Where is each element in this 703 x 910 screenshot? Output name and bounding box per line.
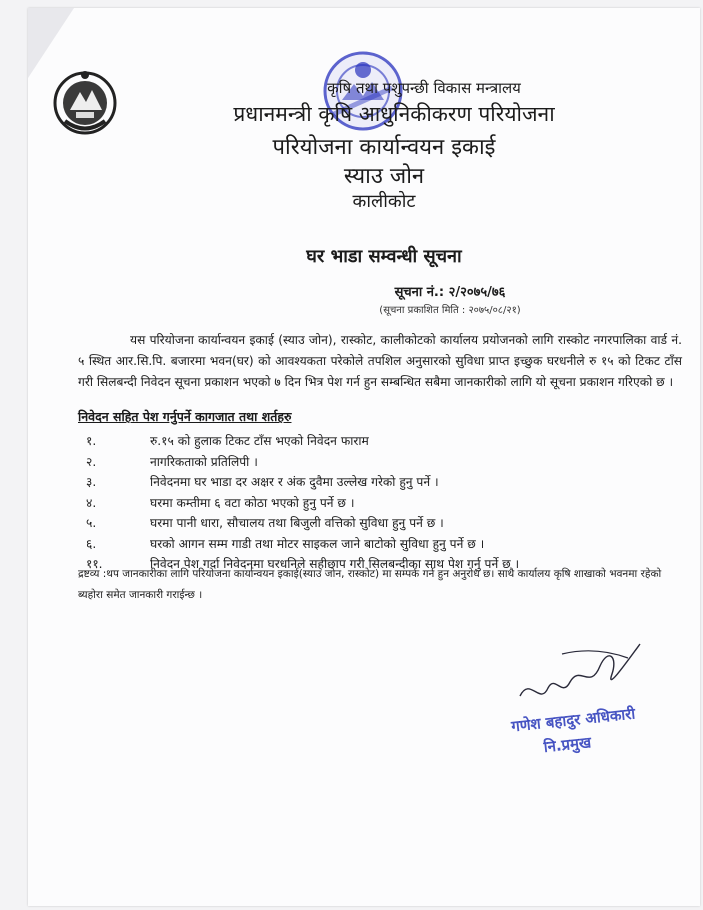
zone-name: स्याउ जोन <box>343 164 425 189</box>
item-number: ३. <box>86 475 97 489</box>
notice-title: घर भाडा सम्वन्धी सूचना <box>306 246 462 267</box>
unit-name: परियोजना कार्यान्वयन इकाई <box>272 135 496 160</box>
item-text: निवेदन पेश गर्दा निवेदनमा घरधनिले सहीछाप गरी सिलबन्दीका साथ पेश गर्नु पर्ने छ । <box>150 557 520 571</box>
item-number: २. <box>86 454 97 469</box>
notice-page <box>28 8 700 906</box>
item-number: १. <box>86 434 97 448</box>
project-name: प्रधानमन्त्री कृषि आधुनिकीकरण परियोजना <box>233 102 555 126</box>
note-text: द्रष्टव्य :थप जानकारीका लागि परियोजना कार्यान्वयन इकाई(स्याउ जोन, रास्कोट) मा सम्पर्क गर्न हुन अनुरोध छ। साथै कार्यालय कृषि शाखाको भवनमा रहेको ब्यहोरा समेत जानकारी गराईन्छ । <box>78 568 662 601</box>
list-item <box>78 473 688 494</box>
item-text: नागरिकताको प्रतिलिपी । <box>150 454 258 469</box>
item-number: ५. <box>86 516 97 530</box>
svg-text:गणेश बहादुर अधिकारी: गणेश बहादुर अधिकारी <box>510 704 637 736</box>
item-text: घरको आगन सम्म गाडी तथा मोटर साइकल जाने बाटोको सुविधा हुनु पर्ने छ । <box>150 536 485 551</box>
item-text: रु.१५ को हुलाक टिकट टाँस भएको निवेदन फाराम <box>150 434 369 448</box>
item-text: घरमा पानी धारा, सौचालय तथा बिजुली वत्तिको सुविधा हुनु पर्ने छ । <box>150 516 444 530</box>
item-text: घरमा कम्तीमा ६ वटा कोठा भएको हुनु पर्ने छ । <box>150 495 355 510</box>
signatory-stamp-icon <box>498 694 668 764</box>
notice-number: सूचना नं.: २/२०७५/७६ <box>394 285 506 300</box>
list-item <box>78 432 688 453</box>
list-item <box>78 535 688 556</box>
item-number: ४. <box>86 495 97 510</box>
requirements-heading: निवेदन सहित पेश गर्नुपर्ने कागजात तथा शर्तहरु <box>78 409 292 424</box>
ministry-name: कृषि तथा पशुपन्छी विकास मन्त्रालय <box>327 79 521 97</box>
item-number: ११. <box>86 557 103 571</box>
notice-body: यस परियोजना कार्यान्वयन इकाई (स्याउ जोन), रास्कोट, कालीकोटको कार्यालय प्रयोजनको लागि रास्कोट नगरपालिका वार्ड नं. ५ स्थित आर.सि.पि. बजारमा भवन(घर) को आवश्यकता परेकोले तपशिल अनुसारको सुविधा प्राप्त इच्छुक घरधनीले रु १५ को टिकट टाँस गरी सिलबन्दी निवेदन सूचना प्रकाशन भएको ७ दिन भित्र पेश गर्न हुन सम्बन्धित सबैमा जानकारीको लागि यो सूचना प्रकाशन गरिएको छ । <box>78 333 682 389</box>
list-item <box>78 453 688 474</box>
published-date: (सूचना प्रकाशित मिति : २०७५/०८/२१) <box>379 305 521 316</box>
requirements-list <box>78 432 688 576</box>
list-item <box>78 494 688 515</box>
district-name: कालीकोट <box>352 191 416 212</box>
item-number: ६. <box>86 536 97 551</box>
item-text: निवेदनमा घर भाडा दर अक्षर र अंक दुवैमा उल्लेख गरेको हुनु पर्ने । <box>150 475 439 489</box>
svg-text:नि.प्रमुख: नि.प्रमुख <box>542 733 593 757</box>
list-item <box>78 514 688 535</box>
